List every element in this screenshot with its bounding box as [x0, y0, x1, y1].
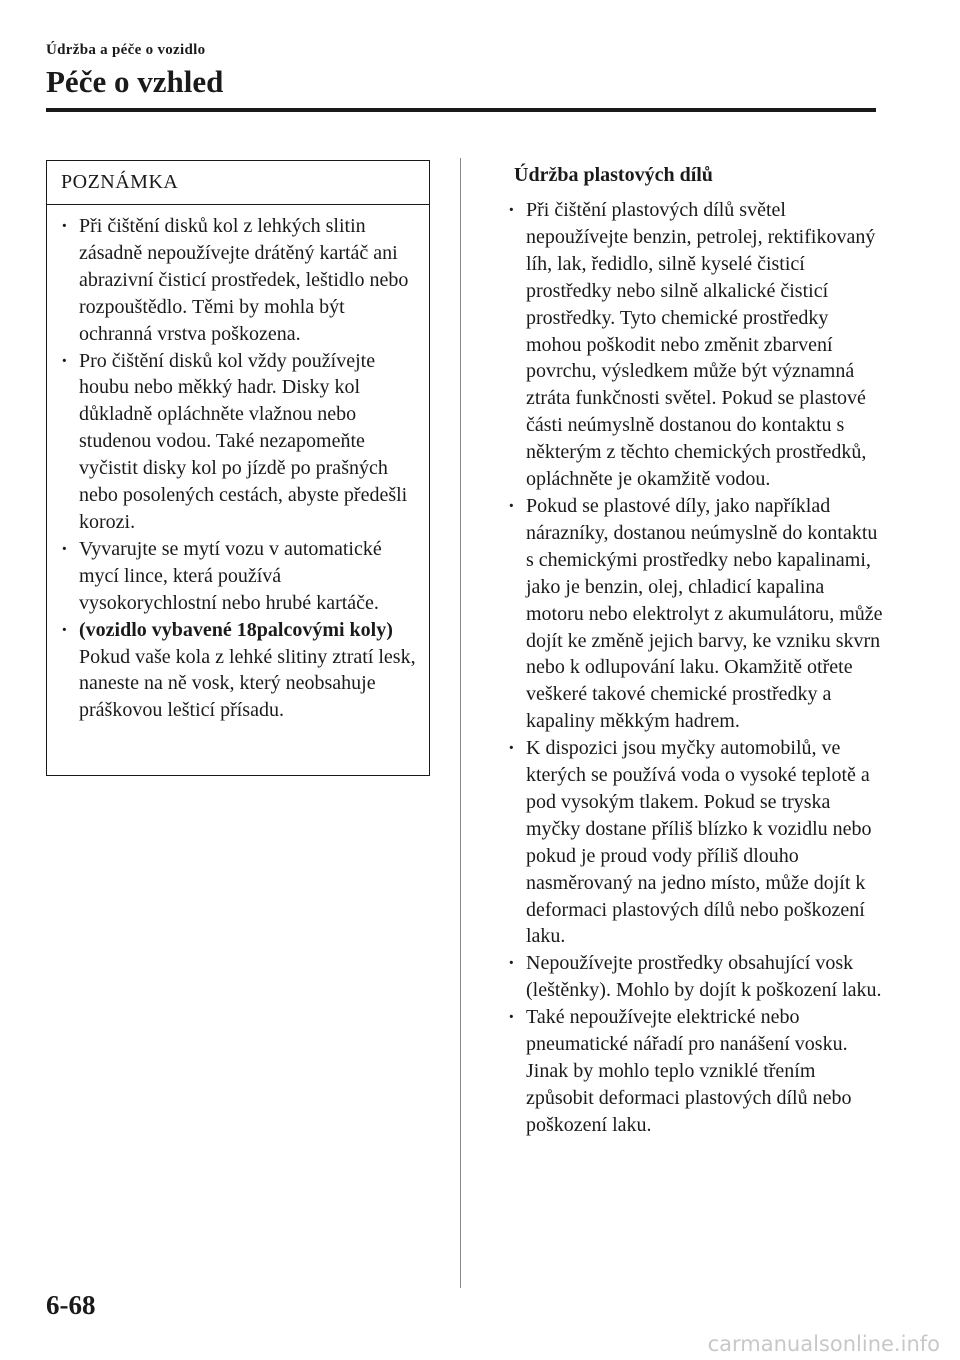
note-item — [47, 617, 419, 725]
section-heading: Údržba plastových dílů — [514, 164, 713, 186]
plastic-list — [494, 197, 886, 1139]
column-divider — [460, 158, 461, 1288]
page-number: 6-68 — [46, 1290, 96, 1320]
watermark: carmanualsonline.info — [707, 1332, 940, 1356]
page-header — [46, 42, 876, 101]
note-item — [47, 213, 419, 348]
section-label: Údržba a péče o vozidlo — [46, 42, 206, 58]
plastic-section — [494, 160, 886, 1139]
plastic-item: · Nepoužívejte prostředky obsahující vosk (leštěnky). Mohlo by dojít k poškození laku. — [494, 950, 886, 1004]
plastic-item: · Pokud se plastové díly, jako například nárazníky, dostanou neúmyslně do kontaktu s chemickými prostředky nebo kapalinami, jako je benzin, olej, chladicí kapalina motoru nebo elektrolyt z akumulátoru, může dojít ke změně jejich barvy, ke vzniku skvrn nebo k odlupování laku. Okamžitě otřete veškeré takové chemické prostředky a kapaliny měkkým hadrem. — [494, 493, 886, 735]
note-item-text: · Pro čištění disků kol vždy používejte houbu nebo měkký hadr. Disky kol důkladně opláchněte vlažnou nebo studenou vodou. Také nezapomeňte vyčistit disky kol po jízdě po prašných nebo posolených cestách, abyste předešli korozi. — [79, 349, 408, 533]
header-rule — [46, 108, 876, 112]
page-title: Péče o vzhled — [46, 64, 224, 99]
note-item — [47, 348, 419, 536]
note-list — [47, 205, 429, 724]
plastic-item: · K dispozici jsou myčky automobilů, ve kterých se používá voda o vysoké teplotě a pod vysokým tlakem. Pokud se tryska myčky dostane příliš blízko k vozidlu nebo pokud je proud vody příliš dlouho nasměrovaný na jedno místo, může dojít k deformaci plastových dílů nebo poškození laku. — [494, 735, 886, 950]
plastic-item: · Při čištění plastových dílů světel nepoužívejte benzin, petrolej, rektifikovaný líh, lak, ředidlo, silně kyselé čisticí prostředky nebo silně alkalické čisticí prostředky. Tyto chemické prostředky mohou poškodit nebo změnit zbarvení povrchu, výsledkem může být významná ztráta funkčnosti světel. Pokud se plastové části neúmyslně dostanou do kontaktu s některým z těchto chemických prostředků, opláchněte je okamžitě vodou. — [494, 197, 886, 493]
note-item — [47, 536, 419, 617]
note-heading: POZNÁMKA — [47, 161, 429, 205]
note-item-text: Pokud vaše kola z lehké slitiny ztratí lesk, naneste na ně vosk, který neobsahuje práškovou lešticí přísadu. — [79, 645, 416, 722]
note-item-condition: · (vozidlo vybavené 18palcovými koly) — [79, 618, 393, 641]
note-item-text: · Při čištění disků kol z lehkých slitin zásadně nepoužívejte drátěný kartáč ani abrazivní čisticí prostředek, leštidlo nebo rozpouštědlo. Těmi by mohla být ochranná vrstva poškozena. — [79, 215, 409, 345]
note-box — [46, 160, 430, 776]
note-item-text: · Vyvarujte se mytí vozu v automatické mycí lince, která používá vysokorychlostní nebo hrubé kartáče. — [79, 537, 382, 614]
plastic-item: · Také nepoužívejte elektrické nebo pneumatické nářadí pro nanášení vosku. Jinak by mohlo teplo vzniklé třením způsobit deformaci plastových dílů nebo poškození laku. — [494, 1004, 886, 1139]
